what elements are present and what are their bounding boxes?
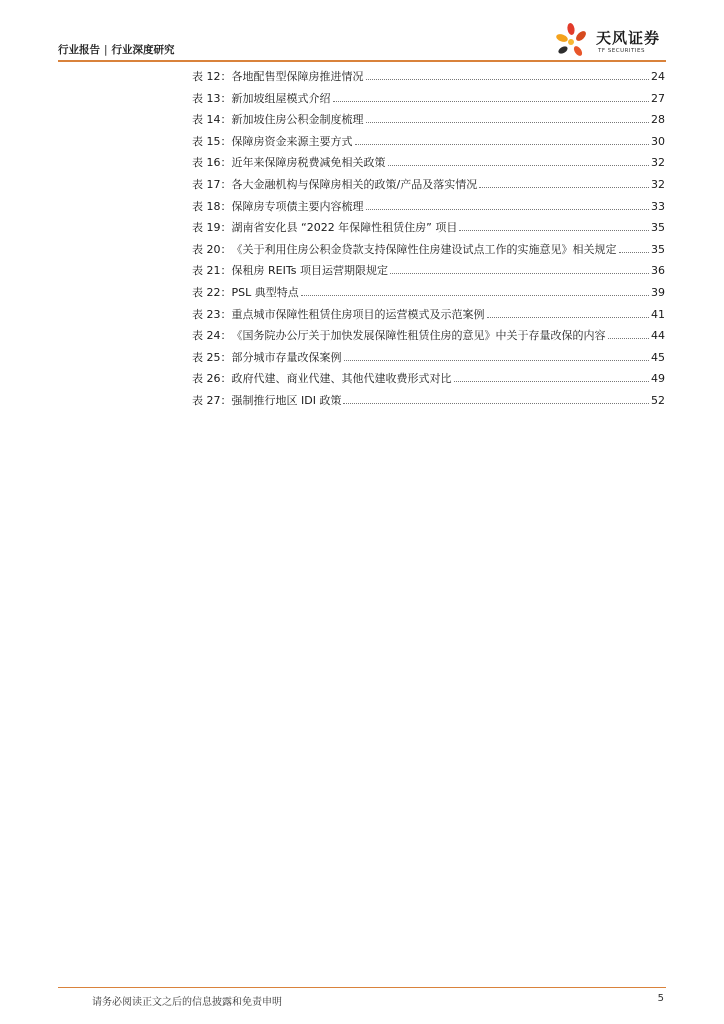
toc-leader-dots [454, 372, 650, 382]
toc-entry[interactable] [192, 284, 665, 306]
toc-leader-dots [344, 351, 650, 361]
toc-entry-page: 35 [651, 242, 665, 256]
toc-leader-dots [388, 156, 650, 166]
toc-entry-title: 保障房资金来源主要方式 [231, 134, 353, 148]
table-of-contents [192, 68, 665, 414]
toc-entry-page: 36 [651, 264, 665, 278]
toc-entry-page: 35 [651, 221, 665, 235]
brand-logo [554, 20, 666, 60]
toc-leader-dots [333, 92, 650, 102]
toc-entry-page: 52 [651, 393, 665, 407]
toc-entry-page: 28 [651, 113, 665, 127]
toc-entry-label: 表 18： [192, 199, 232, 213]
toc-entry[interactable] [192, 111, 665, 133]
toc-entry-label: 表 25： [192, 350, 232, 364]
toc-entry-page: 49 [651, 372, 665, 386]
toc-leader-dots [366, 70, 650, 80]
toc-entry-page: 32 [651, 177, 665, 191]
toc-entry-label: 表 26： [192, 372, 232, 386]
toc-entry-title: 保租房 REITs 项目运营期限规定 [231, 264, 388, 278]
toc-leader-dots [343, 394, 649, 404]
toc-entry-title: 保障房专项债主要内容梳理 [231, 199, 364, 213]
toc-entry-label: 表 17： [192, 177, 232, 191]
toc-entry-label: 表 22： [192, 285, 232, 299]
toc-leader-dots [459, 221, 649, 231]
report-subtype: 行业深度研究 [111, 44, 175, 56]
toc-entry[interactable] [192, 241, 665, 263]
toc-entry[interactable] [192, 90, 665, 112]
toc-entry-title: 《关于利用住房公积金贷款支持保障性住房建设试点工作的实施意见》相关规定 [231, 242, 617, 256]
toc-entry-title: 各地配售型保障房推进情况 [231, 70, 364, 83]
toc-entry-title: 湖南省安化县 “2022 年保障性租赁住房” 项目 [231, 221, 458, 235]
toc-entry-page: 30 [651, 134, 665, 148]
toc-leader-dots [366, 113, 650, 123]
toc-entry-label: 表 23： [192, 307, 232, 321]
toc-entry-title: 部分城市存量改保案例 [231, 350, 342, 364]
toc-entry-title: 重点城市保障性租赁住房项目的运营模式及示范案例 [231, 307, 485, 321]
toc-entry-title: 政府代建、商业代建、其他代建收费形式对比 [231, 372, 452, 386]
toc-leader-dots [479, 178, 649, 188]
toc-entry-title: 各大金融机构与保障房相关的政策/产品及落实情况 [231, 177, 478, 191]
toc-entry-label: 表 15： [192, 134, 232, 148]
toc-entry-page: 45 [651, 350, 665, 364]
toc-entry-label: 表 12： [192, 70, 232, 83]
toc-entry[interactable] [192, 133, 665, 155]
toc-entry-page: 41 [651, 307, 665, 321]
toc-leader-dots [390, 264, 649, 274]
toc-entry-label: 表 13： [192, 91, 232, 105]
toc-entry-page: 32 [651, 156, 665, 170]
toc-entry[interactable] [192, 370, 665, 392]
toc-entry-title: 新加坡组屋模式介绍 [231, 91, 331, 105]
toc-entry-page: 24 [651, 70, 665, 83]
toc-entry-label: 表 20： [192, 242, 232, 256]
report-type: 行业报告 [58, 44, 100, 56]
toc-entry[interactable] [192, 68, 665, 90]
toc-entry[interactable] [192, 327, 665, 349]
footer-disclaimer: 请务必阅读正文之后的信息披露和免责申明 [92, 997, 282, 1008]
flower-logo-icon [554, 22, 594, 60]
toc-entry[interactable] [192, 198, 665, 220]
toc-entry-label: 表 21： [192, 264, 232, 278]
toc-entry-page: 27 [651, 91, 665, 105]
logo-english-name: TF SECURITIES [598, 48, 645, 54]
toc-entry-label: 表 24： [192, 329, 232, 343]
logo-chinese-name: 天风证券 [596, 29, 661, 47]
toc-entry-title: PSL 典型特点 [231, 285, 299, 299]
toc-entry-page: 39 [651, 285, 665, 299]
toc-entry[interactable] [192, 306, 665, 328]
toc-entry-label: 表 16： [192, 156, 232, 170]
toc-leader-dots [619, 243, 650, 253]
toc-entry-title: 新加坡住房公积金制度梳理 [231, 113, 364, 127]
toc-entry[interactable] [192, 219, 665, 241]
toc-entry-label: 表 19： [192, 221, 232, 235]
toc-entry-page: 44 [651, 329, 665, 343]
toc-entry[interactable] [192, 176, 665, 198]
toc-leader-dots [366, 200, 650, 210]
toc-entry[interactable] [192, 262, 665, 284]
toc-entry-title: 强制推行地区 IDI 政策 [231, 393, 342, 407]
toc-leader-dots [301, 286, 649, 296]
toc-entry[interactable] [192, 154, 665, 176]
header-separator: | [104, 44, 108, 56]
toc-leader-dots [487, 308, 650, 318]
toc-leader-dots [355, 135, 650, 145]
footer-divider [58, 987, 666, 988]
page-header [58, 0, 666, 62]
toc-entry-label: 表 14： [192, 113, 232, 127]
toc-entry-title: 《国务院办公厅关于加快发展保障性租赁住房的意见》中关于存量改保的内容 [231, 329, 606, 343]
toc-entry[interactable] [192, 349, 665, 371]
footer-page-number: 5 [657, 993, 664, 1004]
toc-leader-dots [608, 329, 650, 339]
toc-entry-title: 近年来保障房税费减免相关政策 [231, 156, 386, 170]
toc-entry[interactable] [192, 392, 665, 414]
toc-entry-label: 表 27： [192, 393, 232, 407]
report-category [58, 42, 175, 57]
header-divider [58, 60, 666, 62]
toc-entry-page: 33 [651, 199, 665, 213]
